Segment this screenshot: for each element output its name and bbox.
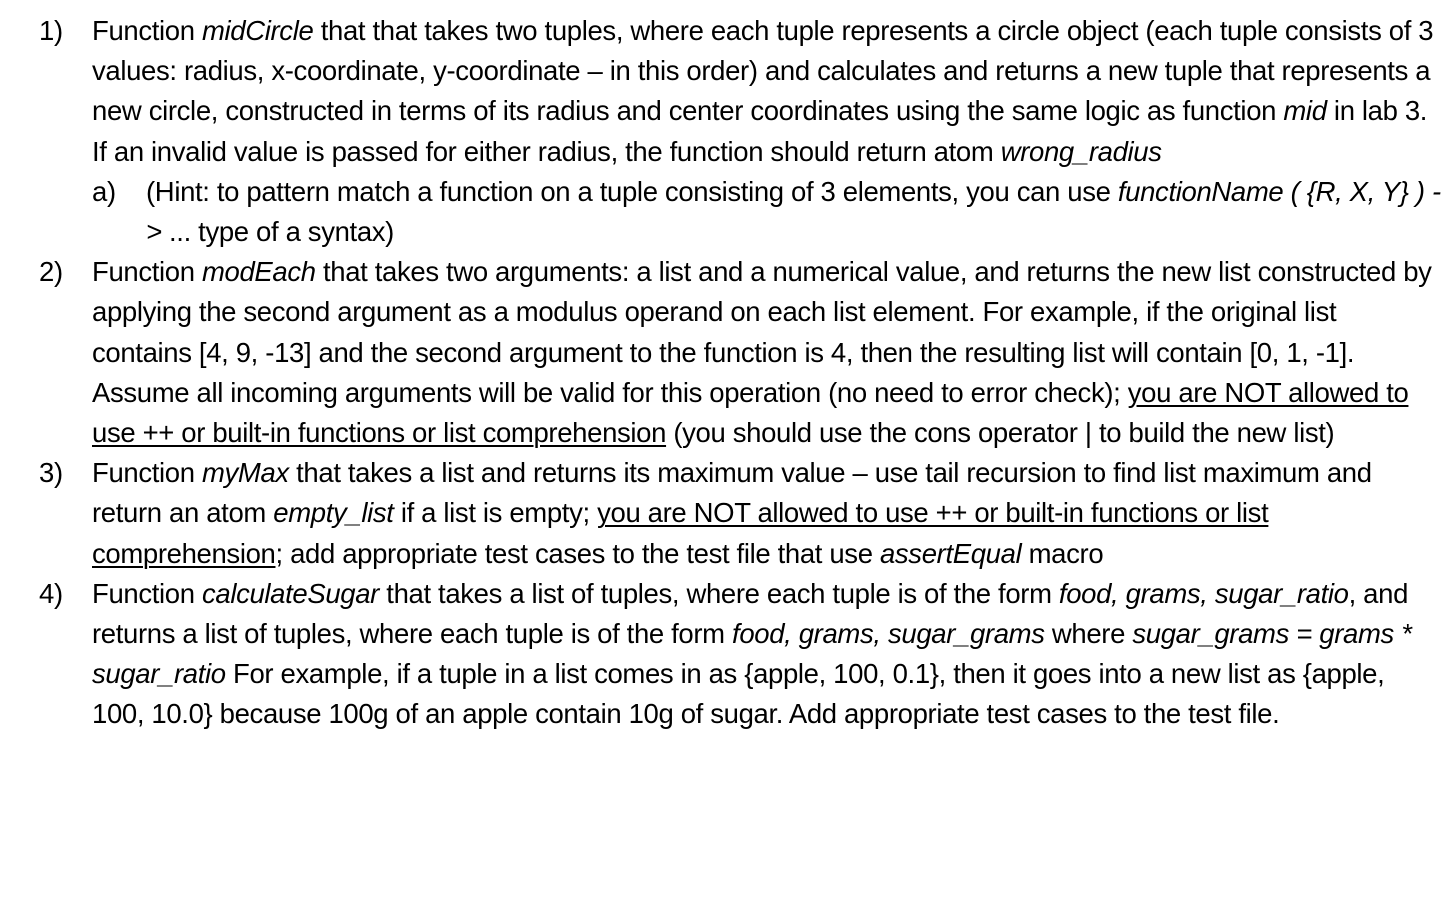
text-run: ; add appropriate test cases to the test file that use — [275, 537, 880, 569]
text-run: For example, if a tuple in a list comes in as {apple, 100, 0.1}, then it goes into a new list as {apple, 100, 10.0} because 100g of an apple contain 10g of sugar. Add appropriate test cases to the test file. — [92, 658, 1385, 730]
item-text — [92, 457, 1372, 568]
list-item-3 — [0, 453, 1450, 574]
sugar-formula: sugar_grams = grams * sugar_ratio — [92, 618, 1412, 690]
subitem-number: a) — [92, 175, 116, 207]
text-run: in lab 3. If an invalid value is passed for either radius, the function should return atom — [92, 95, 1428, 167]
macro-assertequal: assertEqual — [879, 537, 1022, 569]
item-number: 2) — [39, 256, 63, 288]
list-subitem-1a — [0, 172, 1450, 252]
text-run: that takes a list of tuples, where each tuple is of the form — [379, 577, 1059, 609]
tuple-form-input: food, grams, sugar_ratio — [1058, 577, 1349, 609]
function-name-modeach: modEach — [201, 256, 316, 288]
text-run: (Hint: to pattern match a function on a tuple consisting of 3 elements, you can use — [146, 175, 1118, 207]
function-name-mymax: myMax — [201, 457, 289, 489]
text-run: Function — [92, 577, 202, 609]
list-item-2 — [0, 252, 1450, 453]
restriction-note: you are NOT allowed to use ++ or built-in functions or list comprehension — [92, 376, 1409, 449]
item-number: 3) — [39, 457, 63, 489]
text-run: if a list is empty; — [393, 497, 598, 529]
restriction-note: you are NOT allowed to use ++ or built-in functions or list comprehension — [92, 497, 1269, 569]
text-run: that that takes two tuples, where each tuple represents a circle object (each tuple consists of 3 values: radius, x-coordinate, y-coordinate – in this order) and calculates and returns a new tuple that represents a new circle, constructed in terms of its radius and center coordinates using the same logic as function — [92, 15, 1434, 127]
syntax-example: functionName ( {R, X, Y} ) -> — [146, 175, 1441, 248]
item-text — [92, 15, 1433, 167]
function-name-calculatesugar: calculateSugar — [201, 577, 379, 609]
atom-wrong-radius: wrong_radius — [1000, 135, 1162, 167]
function-name-midcircle: midCircle — [201, 15, 314, 46]
subitem-text — [146, 176, 1441, 247]
text-run: (you should use the cons operator | to build the new list) — [666, 417, 1335, 449]
assignment-document — [0, 11, 1450, 735]
text-run: Function — [92, 15, 202, 46]
tuple-form-output: food, grams, sugar_grams — [732, 618, 1045, 650]
text-run: macro — [1021, 537, 1104, 569]
list-item-1 — [0, 11, 1450, 172]
item-number: 1) — [39, 15, 63, 46]
item-text — [92, 578, 1412, 730]
text-run: , and returns a list of tuples, where each tuple is of the form — [92, 577, 1409, 650]
text-run: ... type of a syntax) — [161, 216, 394, 248]
text-run: that takes two arguments: a list and a numerical value, and returns the new list constructed by applying the second argument as a modulus operand on each list element. For example, if the original list contains [4, 9, -13] and the second argument to the function is 4, then the resulting list will contain [0, 1, -1]. Assume all incoming arguments will be valid for this operation (no need to error check); — [92, 256, 1432, 408]
text-run: that takes a list and returns its maximum value – use tail recursion to find list maximum and return an atom — [92, 457, 1372, 529]
list-item-4 — [0, 574, 1450, 735]
item-number: 4) — [39, 577, 63, 609]
item-text — [92, 256, 1432, 448]
text-run: Function — [92, 457, 202, 489]
atom-empty-list: empty_list — [273, 497, 394, 529]
function-name-mid: mid — [1283, 95, 1327, 127]
text-run: Function — [92, 256, 202, 288]
text-run: where — [1044, 618, 1133, 650]
